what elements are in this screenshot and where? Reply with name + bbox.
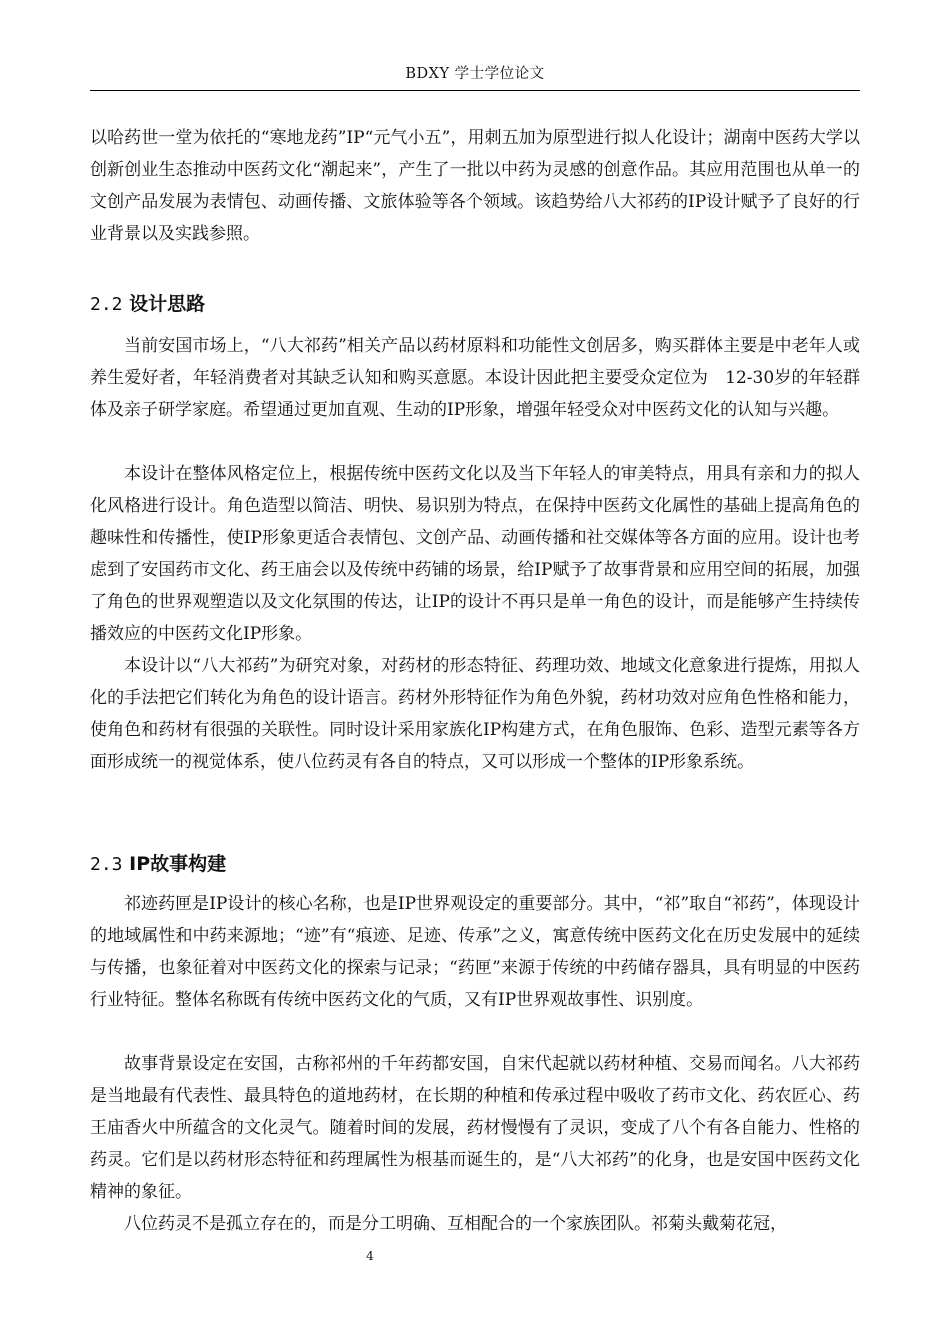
section-title: 设计思路	[129, 293, 206, 315]
paragraph-2-2-style: 本设计在整体风格定位上，根据传统中医药文化以及当下年轻人的审美特点，用具有亲和力的拟人化风格进行设计。角色造型以简洁、明快、易识别为特点，在保持中医药文化属性的基础上提高角色的趣味性和传播性，使IP形象更适合表情包、文创产品、动画传播和社交媒体等各方面的应用。设计也考虑到了安国药市文化、药王庙会以及传统中药铺的场景，给IP赋予了故事背景和应用空间的拓展，加强了角色的世界观塑造以及文化氛围的传达，让IP的设计不再只是单一角色的设计，而是能够产生持续传播效应的中医药文化IP形象。	[90, 464, 860, 644]
paragraph-intro: 以哈药世一堂为依托的“寒地龙药”IP“元气小五”，用刺五加为原型进行拟人化设计；湖南中医药大学以创新创业生态推动中医药文化“潮起来”，产生了一批以中药为灵感的创意作品。其应用范围也从单一的文创产品发展为表情包、动画传播、文旅体验等各个领域。该趋势给八大祁药的IP设计赋予了良好的行业背景以及实践参照。	[90, 128, 860, 244]
running-header: BDXY 学士学位论文	[405, 66, 545, 82]
paragraph-2-2-audience: 当前安国市场上，“八大祁药”相关产品以药材原料和功能性文创居多，购买群体主要是中老年人或养生爱好者，年轻消费者对其缺乏认知和购买意愿。本设计因此把主要受众定位为 12-30岁的年轻群体及亲子研学家庭。希望通过更加直观、生动的IP形象，增强年轻受众对中医药文化的认知与兴趣。	[90, 336, 860, 420]
paragraph-2-2-method: 本设计以“八大祁药”为研究对象，对药材的形态特征、药理功效、地域文化意象进行提炼，用拟人化的手法把它们转化为角色的设计语言。药材外形特征作为角色外貌，药材功效对应角色性格和能力，使角色和药材有很强的关联性。同时设计采用家族化IP构建方式，在角色服饰、色彩、造型元素等各方面形成统一的视觉体系，使八位药灵有各自的特点，又可以形成一个整体的IP形象系统。	[90, 656, 860, 772]
section-heading-2-3	[90, 850, 860, 879]
header-rule	[90, 90, 860, 91]
section-title: IP故事构建	[129, 853, 227, 875]
section-number: 2.2	[90, 294, 123, 315]
paragraph-2-3-background: 故事背景设定在安国，古称祁州的千年药都安国，自宋代起就以药材种植、交易而闻名。八大祁药是当地最有代表性、最具特色的道地药材，在长期的种植和传承过程中吸收了药市文化、药农匠心、药王庙香火中所蕴含的文化灵气。随着时间的发展，药材慢慢有了灵识，变成了八个有各自能力、性格的药灵。它们是以药材形态特征和药理属性为根基而诞生的，是“八大祁药”的化身，也是安国中医药文化精神的象征。	[90, 1054, 860, 1202]
paragraph-2-3-team: 八位药灵不是孤立存在的，而是分工明确、互相配合的一个家族团队。祁菊头戴菊花冠，	[124, 1214, 787, 1234]
paragraph-2-3-name: 祁迹药匣是IP设计的核心名称，也是IP世界观设定的重要部分。其中，“祁”取自“祁药”，体现设计的地域属性和中药来源地；“迹”有“痕迹、足迹、传承”之义，寓意传统中医药文化在历史发展中的延续与传播，也象征着对中医药文化的探索与记录；“药匣”来源于传统的中药储存器具，具有明显的中医药行业特征。整体名称既有传统中医药文化的气质，又有IP世界观故事性、识别度。	[90, 894, 860, 1010]
section-heading-2-2	[90, 290, 860, 319]
section-number: 2.3	[90, 854, 123, 875]
page-number: 4	[366, 1249, 374, 1263]
